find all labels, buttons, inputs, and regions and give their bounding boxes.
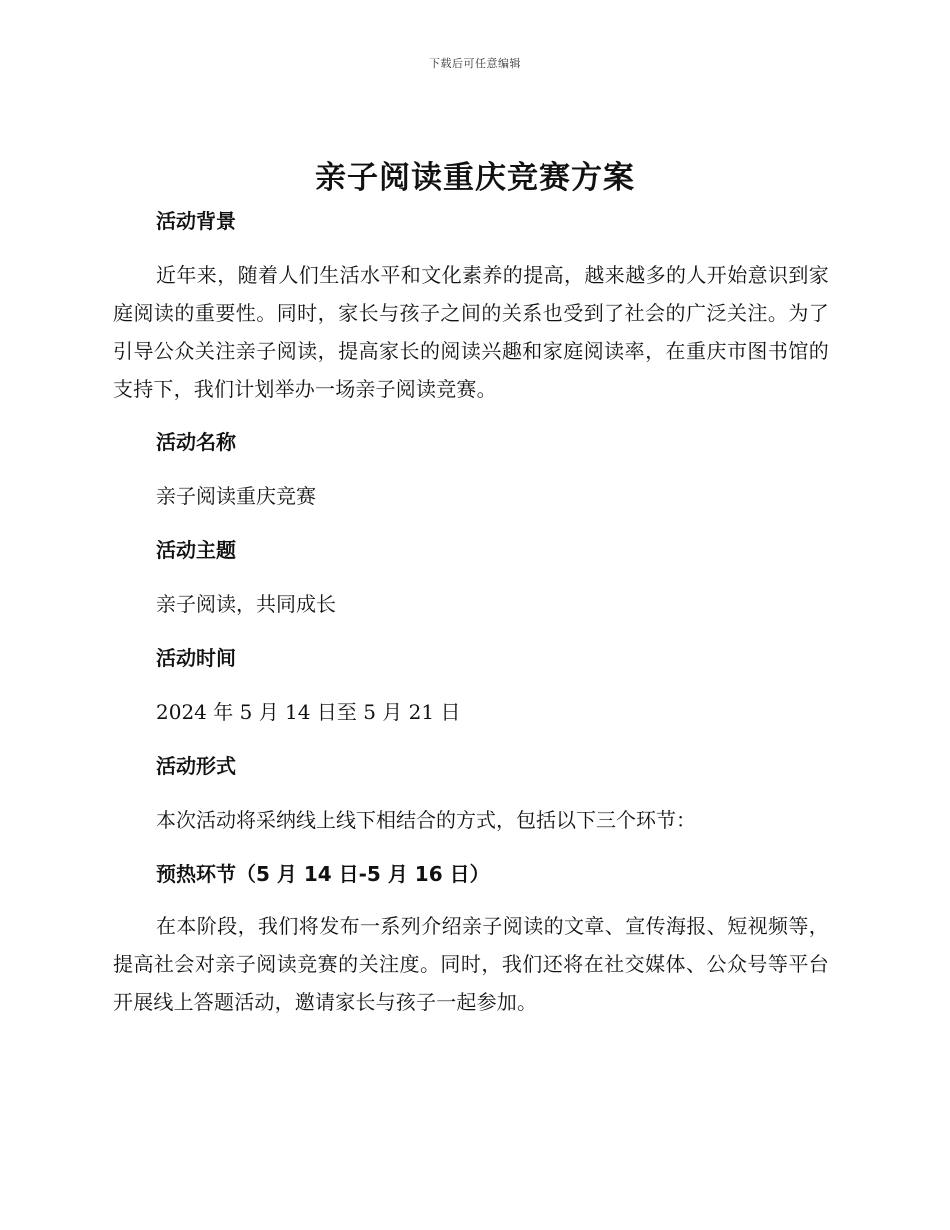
text-activity-format: 本次活动将采纳线上线下相结合的方式，包括以下三个环节：	[156, 808, 696, 832]
heading-activity-format: 活动形式	[156, 754, 236, 778]
paragraph-background: 近年来，随着人们生活水平和文化素养的提高，越来越多的人开始意识到家庭阅读的重要性。同时，家长与孩子之间的关系也受到了社会的广泛关注。为了引导公众关注亲子阅读，提高家长的阅读兴趣和家庭阅读率，在重庆市图书馆的支持下，我们计划举办一场亲子阅读竞赛。	[113, 263, 829, 401]
heading-warmup: 预热环节（5 月 14 日-5 月 16 日）	[156, 862, 490, 886]
text-activity-time: 2024 年 5 月 14 日至 5 月 21 日	[156, 700, 461, 724]
text-activity-theme: 亲子阅读，共同成长	[156, 592, 336, 616]
document-body	[113, 200, 829, 1021]
heading-background: 活动背景	[156, 209, 236, 233]
header-note: 下载后可任意编辑	[429, 57, 521, 70]
document-title: 亲子阅读重庆竞赛方案	[315, 160, 635, 196]
text-activity-name: 亲子阅读重庆竞赛	[156, 484, 316, 508]
heading-activity-time: 活动时间	[156, 646, 236, 670]
paragraph-warmup: 在本阶段，我们将发布一系列介绍亲子阅读的文章、宣传海报、短视频等，提高社会对亲子阅读竞赛的关注度。同时，我们还将在社交媒体、公众号等平台开展线上答题活动，邀请家长与孩子一起参加。	[113, 914, 829, 1014]
heading-activity-name: 活动名称	[156, 430, 236, 454]
heading-activity-theme: 活动主题	[156, 538, 236, 562]
